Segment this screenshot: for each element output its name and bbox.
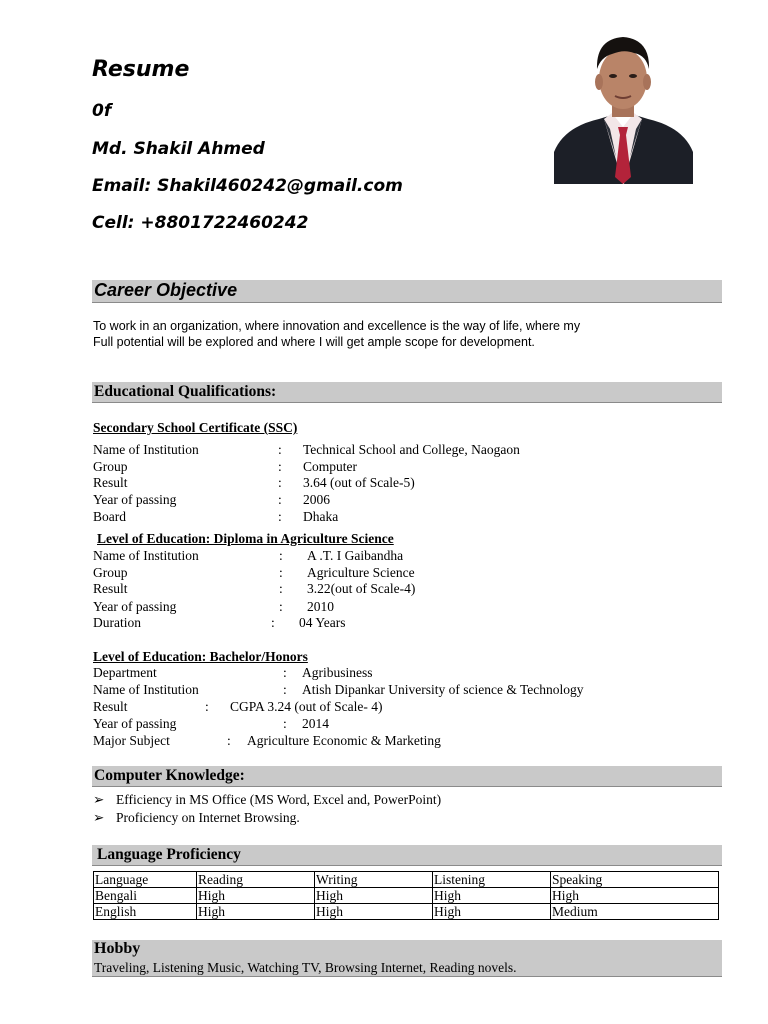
- row-colon: :: [279, 581, 283, 596]
- education-bar: [92, 382, 722, 403]
- row-value: Atish Dipankar University of science & Technology: [302, 682, 584, 697]
- row-colon: :: [279, 565, 283, 580]
- row-label: Result: [93, 475, 128, 490]
- resume-of: 0f: [92, 101, 112, 121]
- resume-title: Resume: [92, 57, 190, 82]
- row-colon: :: [279, 548, 283, 563]
- language-table: [93, 871, 719, 920]
- row-value: Agriculture Science: [307, 565, 415, 580]
- computer-item: [93, 792, 442, 808]
- computer-bar: [92, 766, 722, 787]
- row-label: Department: [93, 665, 157, 680]
- arrow-bullet-icon: ➢: [93, 810, 105, 825]
- row-label: Name of Institution: [93, 548, 199, 563]
- row-value: 2010: [307, 599, 334, 614]
- row-label: Group: [93, 565, 128, 580]
- table-cell: High: [551, 888, 719, 904]
- education-heading: Educational Qualifications:: [94, 383, 277, 400]
- row-label: Year of passing: [93, 716, 177, 731]
- table-cell: High: [433, 888, 551, 904]
- row-label: Result: [93, 581, 128, 596]
- candidate-name: Md. Shakil Ahmed: [92, 139, 265, 159]
- row-label: Year of passing: [93, 599, 177, 614]
- career-line-1: To work in an organization, where innovation and excellence is the way of life, where my: [93, 319, 581, 333]
- language-bar: [92, 845, 722, 866]
- row-colon: :: [283, 716, 287, 731]
- row-colon: :: [283, 665, 287, 680]
- row-value: 3.64 (out of Scale-5): [303, 475, 415, 490]
- table-cell: Listening: [433, 872, 551, 888]
- table-row: [94, 904, 719, 920]
- table-cell: High: [315, 888, 433, 904]
- row-value: A .T. I Gaibandha: [307, 548, 404, 563]
- row-value: 04 Years: [299, 615, 346, 630]
- row-colon: :: [205, 699, 209, 714]
- table-cell: High: [315, 904, 433, 920]
- row-colon: :: [278, 459, 282, 474]
- row-colon: :: [278, 475, 282, 490]
- row-value: 2014: [302, 716, 329, 731]
- row-colon: :: [271, 615, 275, 630]
- table-row: [94, 888, 719, 904]
- language-heading: Language Proficiency: [97, 846, 241, 863]
- computer-item-text: Efficiency in MS Office (MS Word, Excel and, PowerPoint): [116, 792, 442, 807]
- row-value: Agribusiness: [302, 665, 373, 680]
- row-label: Duration: [93, 615, 141, 630]
- row-colon: :: [283, 682, 287, 697]
- row-label: Board: [93, 509, 126, 524]
- career-objective-text: [93, 318, 580, 350]
- candidate-cell: Cell: +8801722460242: [92, 213, 309, 233]
- row-colon: :: [227, 733, 231, 748]
- computer-item: [93, 810, 300, 826]
- row-label: Name of Institution: [93, 442, 199, 457]
- row-colon: :: [279, 599, 283, 614]
- bachelor-title: Level of Education: Bachelor/Honors: [93, 649, 308, 664]
- row-colon: :: [278, 442, 282, 457]
- table-cell: High: [197, 888, 315, 904]
- table-cell: Writing: [315, 872, 433, 888]
- row-label: Year of passing: [93, 492, 177, 507]
- row-colon: :: [278, 509, 282, 524]
- row-label: Name of Institution: [93, 682, 199, 697]
- row-value: CGPA 3.24 (out of Scale- 4): [230, 699, 383, 714]
- row-value: Dhaka: [303, 509, 339, 524]
- computer-item-text: Proficiency on Internet Browsing.: [116, 810, 300, 825]
- row-value: Technical School and College, Naogaon: [303, 442, 520, 457]
- row-value: 3.22(out of Scale-4): [307, 581, 416, 596]
- table-cell: Bengali: [94, 888, 197, 904]
- arrow-bullet-icon: ➢: [93, 792, 105, 807]
- table-cell: High: [433, 904, 551, 920]
- table-row: [94, 872, 719, 888]
- table-cell: Medium: [551, 904, 719, 920]
- career-line-2: Full potential will be explored and where I will get ample scope for development.: [93, 335, 535, 349]
- row-label: Group: [93, 459, 128, 474]
- ssc-title: Secondary School Certificate (SSC): [93, 420, 298, 435]
- table-cell: Speaking: [551, 872, 719, 888]
- hobby-heading: Hobby: [94, 940, 141, 957]
- computer-heading: Computer Knowledge:: [94, 767, 245, 784]
- hobby-text: Traveling, Listening Music, Watching TV, Browsing Internet, Reading novels.: [94, 960, 517, 975]
- row-value: Computer: [303, 459, 357, 474]
- row-value: Agriculture Economic & Marketing: [247, 733, 441, 748]
- career-objective-heading: Career Objective: [94, 280, 238, 300]
- table-cell: High: [197, 904, 315, 920]
- row-label: Major Subject: [93, 733, 170, 748]
- diploma-title: Level of Education: Diploma in Agriculture Science: [97, 531, 394, 546]
- career-objective-bar: [92, 280, 722, 303]
- row-label: Result: [93, 699, 128, 714]
- hobby-bar: [92, 940, 722, 977]
- row-colon: :: [278, 492, 282, 507]
- row-value: 2006: [303, 492, 330, 507]
- profile-photo: [554, 27, 693, 184]
- table-cell: Reading: [197, 872, 315, 888]
- candidate-email: Email: Shakil460242@gmail.com: [92, 176, 403, 196]
- table-cell: English: [94, 904, 197, 920]
- table-cell: Language: [94, 872, 197, 888]
